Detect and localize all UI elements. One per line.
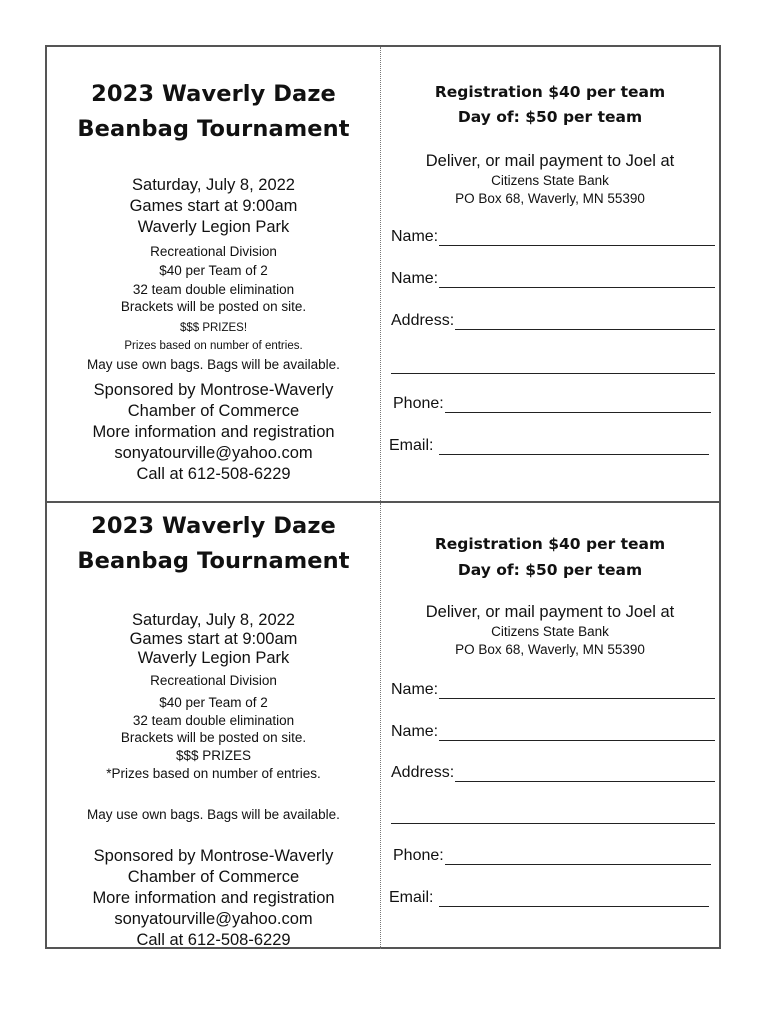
email-line[interactable] (439, 892, 709, 907)
name-label: Name: (391, 270, 439, 287)
email-field[interactable] (389, 889, 709, 907)
email-field[interactable] (389, 437, 709, 455)
prizes-note: Prizes based on number of entries. (124, 340, 303, 352)
sponsor-line2: Chamber of Commerce (127, 868, 300, 886)
day-of-price: Day of: $50 per team (457, 108, 643, 126)
name-field-1[interactable] (391, 228, 715, 246)
prizes-note: *Prizes based on number of entries. (106, 766, 321, 781)
name-line[interactable] (439, 231, 715, 246)
phone-label: Phone: (393, 395, 444, 412)
name-label: Name: (391, 681, 439, 698)
elimination-format: 32 team double elimination (132, 282, 295, 297)
registration-sheet (45, 45, 721, 949)
bank-address: PO Box 68, Waverly, MN 55390 (455, 191, 645, 206)
team-price: $40 per Team of 2 (159, 695, 268, 710)
address-field[interactable] (391, 312, 715, 330)
contact-phone: Call at 612-508-6229 (136, 465, 291, 483)
prizes: $$$ PRIZES (175, 748, 252, 763)
games-start: Games start at 9:00am (129, 630, 298, 648)
contact-email: sonyatourville@yahoo.com (114, 444, 313, 462)
name-line[interactable] (439, 273, 715, 288)
bags-note: May use own bags. Bags will be available. (87, 357, 340, 372)
name-line[interactable] (439, 726, 715, 741)
phone-field[interactable] (393, 395, 711, 413)
address-line[interactable] (455, 315, 715, 330)
address-label: Address: (391, 764, 455, 781)
tournament-flyer-top (47, 47, 719, 501)
address-line[interactable] (455, 767, 715, 782)
address-label: Address: (391, 312, 455, 329)
tournament-flyer-bottom (47, 501, 719, 949)
event-title-line1: 2023 Waverly Daze (91, 513, 336, 539)
registration-price: Registration $40 per team (434, 83, 666, 101)
address-line-2[interactable] (391, 806, 715, 824)
more-info: More information and registration (92, 889, 335, 907)
address-line-2[interactable] (391, 356, 715, 374)
event-location: Waverly Legion Park (137, 649, 290, 667)
phone-line[interactable] (445, 398, 711, 413)
event-info-panel (47, 503, 381, 949)
division: Recreational Division (150, 244, 277, 259)
event-title-line1: 2023 Waverly Daze (91, 81, 336, 107)
name-label: Name: (391, 228, 439, 245)
registration-price: Registration $40 per team (434, 535, 666, 553)
sponsor-line1: Sponsored by Montrose-Waverly (93, 381, 334, 399)
contact-phone: Call at 612-508-6229 (136, 931, 291, 949)
name-line[interactable] (439, 684, 715, 699)
phone-field[interactable] (393, 847, 711, 865)
division: Recreational Division (150, 673, 277, 688)
event-location: Waverly Legion Park (137, 218, 290, 236)
address-line-blank[interactable] (391, 359, 715, 374)
elimination-format: 32 team double elimination (132, 713, 295, 728)
name-field-1[interactable] (391, 681, 715, 699)
phone-label: Phone: (393, 847, 444, 864)
event-title-line2: Beanbag Tournament (77, 548, 350, 574)
address-field[interactable] (391, 764, 715, 782)
email-line[interactable] (439, 440, 709, 455)
bank-address: PO Box 68, Waverly, MN 55390 (455, 642, 645, 657)
registration-form-panel (381, 503, 719, 949)
name-field-2[interactable] (391, 723, 715, 741)
event-date: Saturday, July 8, 2022 (132, 611, 295, 629)
sponsor-line1: Sponsored by Montrose-Waverly (93, 847, 334, 865)
sponsor-line2: Chamber of Commerce (127, 402, 300, 420)
deliver-instructions: Deliver, or mail payment to Joel at (425, 603, 675, 621)
event-info-panel (47, 47, 381, 501)
brackets-note: Brackets will be posted on site. (120, 299, 307, 314)
phone-line[interactable] (445, 850, 711, 865)
event-date: Saturday, July 8, 2022 (132, 176, 295, 194)
address-line-blank[interactable] (391, 809, 715, 824)
bank-name: Citizens State Bank (491, 173, 609, 188)
event-title-line2: Beanbag Tournament (77, 116, 350, 142)
registration-form-panel (381, 47, 719, 501)
bank-name: Citizens State Bank (491, 624, 609, 639)
prizes: $$$ PRIZES! (179, 322, 248, 334)
contact-email: sonyatourville@yahoo.com (114, 910, 313, 928)
day-of-price: Day of: $50 per team (457, 561, 643, 579)
email-label: Email: (389, 437, 438, 454)
email-label: Email: (389, 889, 438, 906)
bags-note: May use own bags. Bags will be available. (87, 807, 340, 822)
name-field-2[interactable] (391, 270, 715, 288)
team-price: $40 per Team of 2 (159, 263, 268, 278)
brackets-note: Brackets will be posted on site. (120, 730, 307, 745)
deliver-instructions: Deliver, or mail payment to Joel at (425, 152, 675, 170)
more-info: More information and registration (92, 423, 335, 441)
games-start: Games start at 9:00am (129, 197, 298, 215)
name-label: Name: (391, 723, 439, 740)
